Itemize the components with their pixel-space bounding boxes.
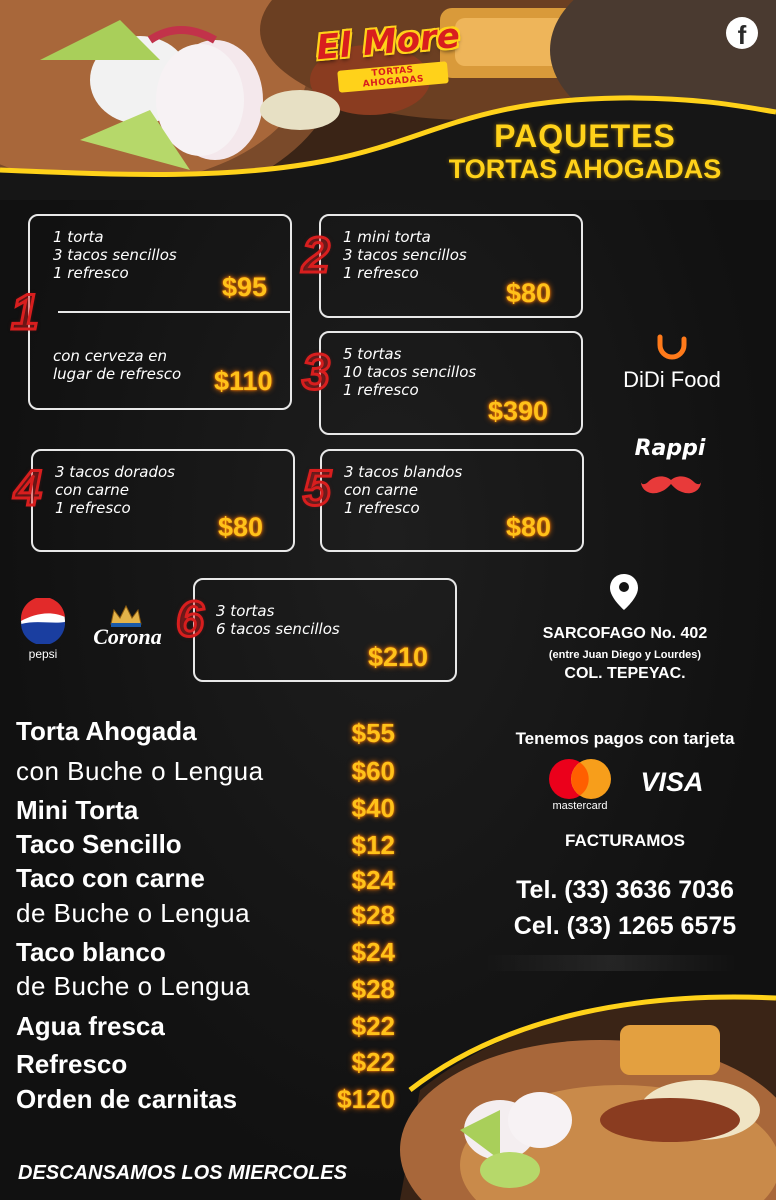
package-1-price: $95 [222,272,268,302]
package-5-price: $80 [506,512,552,542]
menu-item-price: $22 [351,1011,395,1041]
map-pin-icon [610,574,638,610]
menu-item-name: Orden de carnitas [16,1084,238,1114]
mastercard-icon [545,758,615,800]
cell-number[interactable]: Cel. (33) 1265 6575 [513,912,737,940]
package-4-price: $80 [218,512,264,542]
menu-item-price: $24 [351,865,395,895]
menu-item-name: Mini Torta [16,795,139,825]
package-4-items: 3 tacos dorados con carne 1 refresco [55,463,175,517]
package-2-price: $80 [506,278,552,308]
footer-notice: DESCANSAMOS LOS MIERCOLES [18,1162,347,1184]
menu-item-price: $24 [351,937,395,967]
menu-item-name: Torta Ahogada [16,716,197,746]
brand-logo [308,15,468,90]
corona-logo: Corona [93,624,162,649]
menu-item-name: de Buche o Lengua [16,971,251,1001]
facebook-icon[interactable]: f [726,17,758,49]
page-title: PAQUETES [494,118,676,154]
menu-item-price: $40 [351,793,395,823]
payments-title: Tenemos pagos con tarjeta [515,729,735,748]
package-3-number: 3 [302,344,330,400]
menu-item-name: de Buche o Lengua [16,898,251,928]
package-1-divider [58,311,292,313]
didi-food-icon [654,333,690,363]
invoice-notice: FACTURAMOS [565,831,685,850]
package-3-items: 5 tortas 10 tacos sencillos 1 refresco [343,345,477,399]
mastercard-label: mastercard [552,800,608,812]
phone-number[interactable]: Tel. (33) 3636 7036 [516,876,734,904]
menu-item-price: $28 [351,974,395,1004]
menu-item-name: Taco blanco [16,937,166,967]
package-2-items: 1 mini torta 3 tacos sencillos 1 refresco [343,228,467,282]
menu-item-name: Taco Sencillo [16,829,182,859]
package-6-price: $210 [368,642,429,672]
bottom-food-photo [400,990,776,1200]
address-line-2: (entre Juan Diego y Lourdes) [548,649,702,661]
package-1-alt-price: $110 [214,366,273,396]
rappi-logo: Rappi [634,436,706,461]
menu-item-price: $60 [351,756,395,786]
package-1-number: 1 [11,284,39,340]
pepsi-icon [20,598,66,644]
package-4-number: 4 [14,460,42,516]
pepsi-logo: pepsi [28,647,58,661]
menu-item-price: $12 [351,830,395,860]
didi-food-logo: DiDi Food [623,367,721,392]
package-1-alt-items: con cerveza en lugar de refresco [53,347,182,383]
menu-item-name: con Buche o Lengua [16,756,264,786]
brand-tagline: TORTAS AHOGADAS [337,61,448,93]
menu-item-name: Refresco [16,1049,128,1079]
package-1-items: 1 torta 3 tacos sencillos 1 refresco [53,228,177,282]
menu-item-name: Agua fresca [16,1011,165,1041]
menu-item-name: Taco con carne [16,863,205,893]
brand-name: El More [314,15,462,69]
address-line-3: COL. TEPEYAC. [564,665,686,682]
menu-item-price: $120 [337,1084,395,1114]
blurred-line [484,955,738,971]
package-6-number: 6 [176,591,204,647]
page-subtitle: TORTAS AHOGADAS [448,154,722,184]
menu-item-price: $55 [351,718,395,748]
package-5-number: 5 [303,460,331,516]
package-3-price: $390 [488,396,549,426]
menu-item-price: $28 [351,900,395,930]
package-5-items: 3 tacos blandos con carne 1 refresco [344,463,463,517]
menu-item-price: $22 [351,1047,395,1077]
package-6-items: 3 tortas 6 tacos sencillos [216,602,340,638]
visa-logo: VISA [640,767,704,797]
address-line-1: SARCOFAGO No. 402 [542,625,708,642]
package-2-number: 2 [302,227,330,283]
mustache-icon [640,474,702,496]
